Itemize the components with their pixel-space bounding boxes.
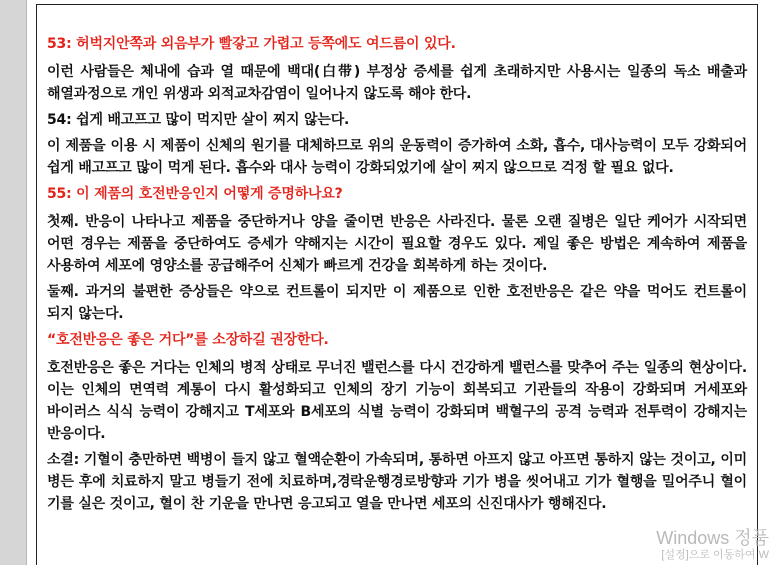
paragraph-55-first: 첫째. 반응이 나타나고 제품을 중단하거나 양을 줄이면 반응은 사라진다. 물론 오랜 질병은 일단 케어가 시작되면 어떤 경우는 제품을 중단하여도 증세가 약해지는 시간이 필요할 경우도 있다. 제일 좋은 방법은 계속하여 제품을 사용하여 세포에 영양소를 공급해주어 신체가 빠르게 건강을 회복하게 하는 것이다. bbox=[47, 214, 747, 274]
paragraph-53-answer: 이런 사람들은 체내에 습과 열 때문에 백대(白带) 부정상 증세를 쉽게 초래하지만 사용시는 일종의 독소 배출과 해열과정으로 개인 위생과 외적교차감염이 일어나지 않도록 해야 한다. bbox=[47, 64, 747, 102]
heading-55: 55: 이 제품의 호전반응인지 어떻게 증명하나요? bbox=[47, 186, 343, 202]
document-body bbox=[47, 33, 747, 515]
paragraph-55-second: 둘째. 과거의 불편한 증상들은 약으로 컨트롤이 되지만 이 제품으로 인한 호전반응은 같은 약을 먹어도 컨트롤이 되지 않는다. bbox=[47, 284, 747, 322]
document-page bbox=[36, 4, 758, 565]
watermark-subtitle: [설정]으로 이동하여 W bbox=[661, 549, 769, 561]
windows-activation-watermark bbox=[656, 528, 769, 562]
paragraph-54-answer: 이 제품을 이용 시 제품이 신체의 원기를 대체하므로 위의 운동력이 증가하여 소화, 흡수, 대사능력이 모두 강화되어 쉽게 배고프고 많이 먹게 된다. 흡수와 대사 능력이 강화되었기에 살이 찌지 않으므로 걱정 할 필요 없다. bbox=[47, 138, 747, 176]
paragraph-conclusion: 소결: 기혈이 충만하면 백병이 들지 않고 혈액순환이 가속되며, 통하면 아프지 않고 아프면 통하지 않는 것이고, 이미 병든 후에 치료하지 말고 병들기 전에 치료하며,경락운행경로방향과 기가 병을 씻어내고 기가 혈행을 밀어주니 혈이 기를 실은 것이고, 혈이 찬 기운을 만나면 응고되고 열을 만나면 세포의 신진대사가 행해진다. bbox=[47, 452, 747, 512]
heading-54: 54: 쉽게 배고프고 많이 먹지만 살이 찌지 않는다. bbox=[47, 112, 350, 128]
heading-recommendation: “호전반응은 좋은 거다”를 소장하길 권장한다. bbox=[47, 332, 329, 348]
watermark-title: Windows 정품 bbox=[656, 528, 769, 548]
left-panel-edge bbox=[0, 0, 27, 565]
heading-53: 53: 허벅지안쪽과 외음부가 빨갛고 가렵고 등쪽에도 여드름이 있다. bbox=[47, 36, 456, 52]
paragraph-recommendation: 호전반응은 좋은 거다는 인체의 병적 상태로 무너진 밸런스를 다시 건강하게 밸런스를 맞추어 주는 일종의 현상이다. 이는 인체의 면역력 계통이 다시 활성화되고 인체의 장기 기능이 회복되고 기관들의 작용이 강화되며 거세포와 바이러스 식식 능력이 강해지고 T세포와 B세포의 식별 능력이 강화되며 백혈구의 공격 능력과 전투력이 강해지는 반응이다. bbox=[47, 360, 747, 442]
